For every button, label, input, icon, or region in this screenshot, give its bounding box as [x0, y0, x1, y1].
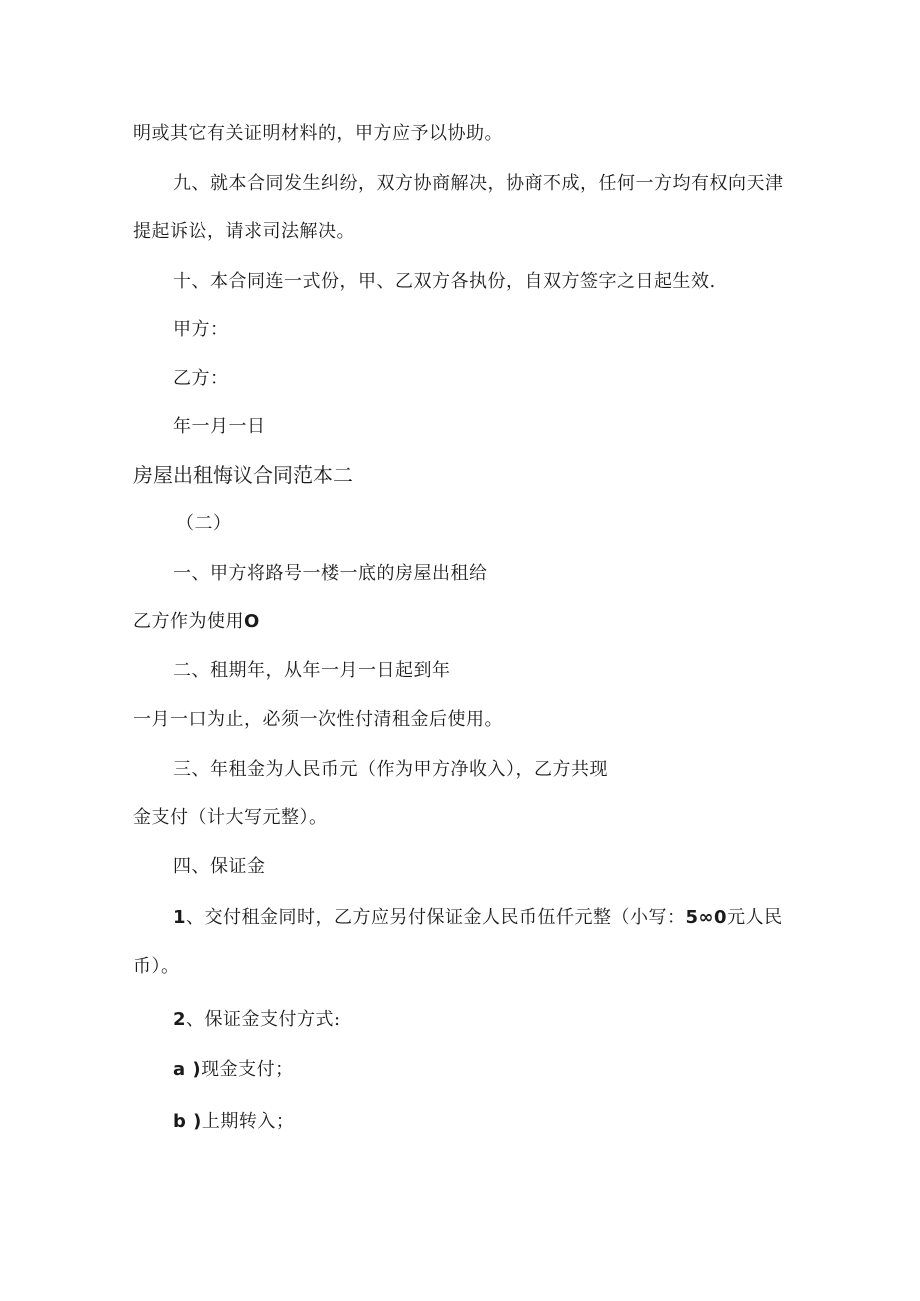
date-line: 年一月一日	[173, 416, 266, 437]
item-text: 、交付租金同时，乙方应另付保证金人民币伍仟元整（小写：	[186, 907, 686, 928]
clause-one-mark: O	[244, 611, 260, 632]
clause-one-line-1: 一、甲方将路号一楼一底的房屋出租给	[173, 563, 488, 584]
item-text-suffix: 元人民	[727, 907, 783, 928]
clause-four-item-1-cont: 币）。	[133, 956, 180, 977]
option-a	[173, 1058, 294, 1082]
item-text: 、保证金支付方式:	[186, 1009, 341, 1030]
party-a-label: 甲方：	[173, 319, 229, 340]
clause-ten: 十、本合同连一式份，甲、乙双方各执份，自双方签字之日起生效.	[173, 271, 716, 292]
clause-four-heading: 四、保证金	[173, 856, 266, 877]
item-number: 1	[173, 907, 187, 928]
option-text: 现金支付；	[201, 1059, 294, 1080]
clause-one-line-2	[133, 610, 260, 634]
clause-four-item-2	[173, 1008, 341, 1032]
paragraph-line: 明或其它有关证明材料的，甲方应予以协助。	[133, 123, 503, 144]
option-b	[173, 1110, 294, 1134]
clause-two-line-1: 二、租期年，从年一月一日起到年	[173, 660, 451, 681]
deposit-amount: 5∞0	[685, 907, 728, 928]
item-number: 2	[173, 1009, 187, 1030]
option-text: 上期转入；	[201, 1111, 295, 1132]
clause-nine-line-1: 九、就本合同发生纠纷，双方协商解决，协商不成，任何一方均有权向天津	[173, 173, 784, 194]
clause-four-item-1	[173, 906, 783, 930]
clause-nine-line-2: 提起诉讼，请求司法解决。	[133, 221, 355, 242]
party-b-label: 乙方：	[173, 368, 229, 389]
clause-two-line-2: 一月一口为止，必须一次性付清租金后使用。	[133, 709, 503, 730]
clause-three-line-2: 金支付（计大写元整）。	[133, 807, 328, 828]
option-label: b )	[173, 1111, 202, 1132]
section-title: 房屋出租悔议合同范本二	[133, 463, 353, 487]
section-subtitle: （二）	[176, 513, 232, 534]
clause-one-text: 乙方作为使用	[133, 611, 244, 632]
option-label: a )	[173, 1059, 202, 1080]
clause-three-line-1: 三、年租金为人民币元（作为甲方净收入），乙方共现	[173, 759, 608, 780]
